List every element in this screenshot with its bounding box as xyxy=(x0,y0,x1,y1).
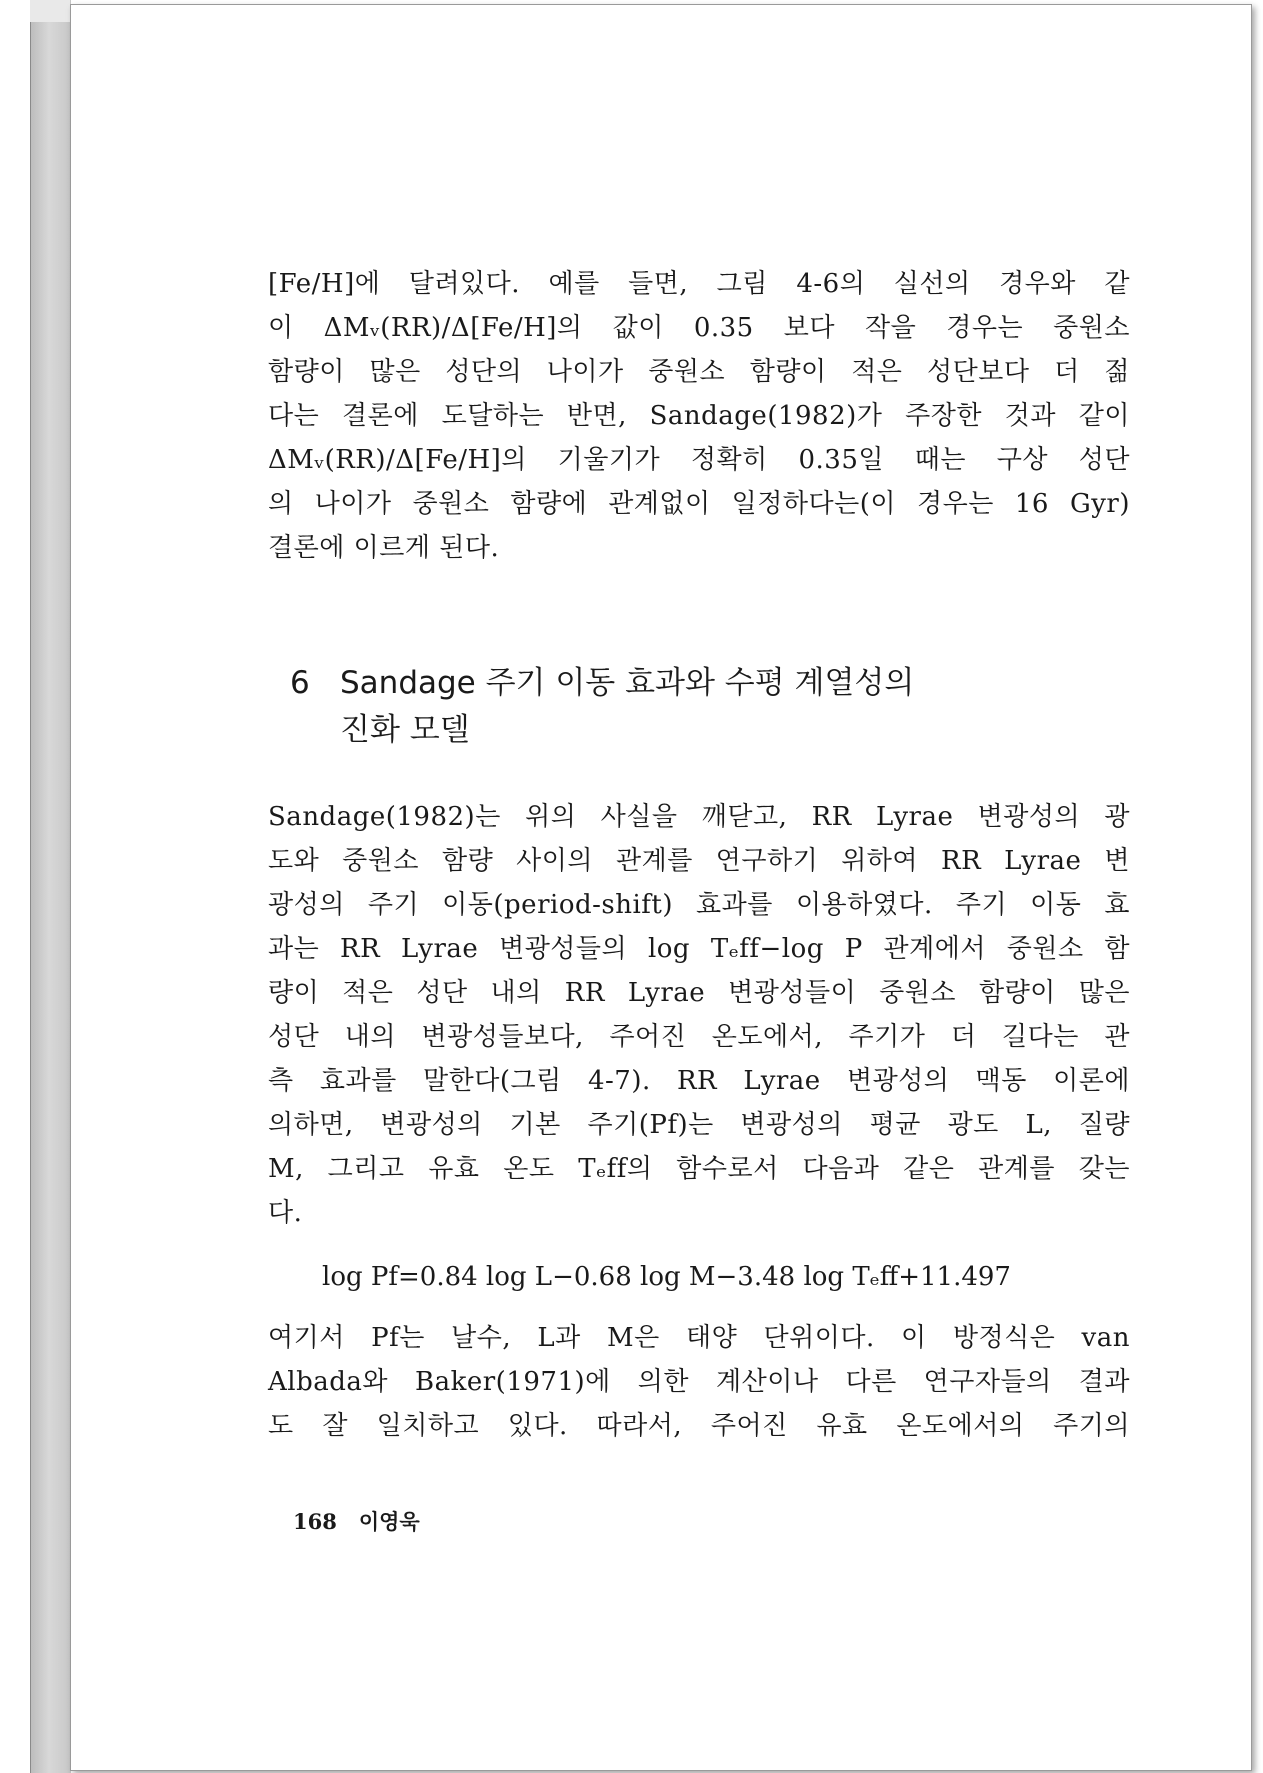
text-line: [Fe/H]에 달려있다. 예를 들면, 그림 4-6의 실선의 경우와 같 xyxy=(268,269,1130,299)
text-line: 이 ΔMᵥ(RR)/Δ[Fe/H]의 값이 0.35 보다 작을 경우는 중원소 xyxy=(268,313,1130,343)
text-line: 측 효과를 말한다(그림 4-7). RR Lyrae 변광성의 맥동 이론에 xyxy=(268,1066,1130,1096)
text-line: 도 잘 일치하고 있다. 따라서, 주어진 유효 온도에서의 주기의 xyxy=(268,1411,1130,1441)
book-spine-top xyxy=(30,0,70,22)
section-title-line2: 진화 모델 xyxy=(340,712,470,748)
page-footer xyxy=(293,1506,442,1536)
text-line: 함량이 많은 성단의 나이가 중원소 함량이 적은 성단보다 더 젊 xyxy=(268,357,1130,387)
text-line: 다는 결론에 도달하는 반면, Sandage(1982)가 주장한 것과 같이 xyxy=(268,401,1130,431)
text-line: 의 나이가 중원소 함량에 관계없이 일정하다는(이 경우는 16 Gyr) xyxy=(268,489,1130,519)
paragraph-3 xyxy=(268,1316,1130,1448)
text-line: 성단 내의 변광성들보다, 주어진 온도에서, 주기가 더 길다는 관 xyxy=(268,1022,1130,1052)
text-line: 광성의 주기 이동(period-shift) 효과를 이용하였다. 주기 이동 효 xyxy=(268,890,1130,920)
text-line: Sandage(1982)는 위의 사실을 깨닫고, RR Lyrae 변광성의 광 xyxy=(268,802,1130,832)
text-line: 도와 중원소 함량 사이의 관계를 연구하기 위하여 RR Lyrae 변 xyxy=(268,846,1130,876)
text-line: ΔMᵥ(RR)/Δ[Fe/H]의 기울기가 정확히 0.35일 때는 구상 성단 xyxy=(268,445,1130,475)
book-spine-edge xyxy=(30,0,71,1773)
section-title-line1: Sandage 주기 이동 효과와 수평 계열성의 xyxy=(340,665,915,701)
section-heading xyxy=(290,660,914,754)
section-number: 6 xyxy=(290,665,310,701)
text-line: Albada와 Baker(1971)에 의한 계산이나 다른 연구자들의 결과 xyxy=(268,1367,1130,1397)
paragraph-2-text xyxy=(268,795,1130,1235)
text-line: 과는 RR Lyrae 변광성들의 log Tₑff−log P 관계에서 중원소 함 xyxy=(268,934,1130,964)
paragraph-3-text xyxy=(268,1316,1130,1448)
page-number: 168 xyxy=(293,1509,337,1534)
author-name: 이영욱 xyxy=(358,1509,420,1534)
text-line: 량이 적은 성단 내의 RR Lyrae 변광성들이 중원소 함량이 많은 xyxy=(268,978,1130,1008)
paragraph-2 xyxy=(268,795,1130,1235)
text-line: 여기서 Pf는 날수, L과 M은 태양 단위이다. 이 방정식은 van xyxy=(268,1323,1130,1353)
text-line: 의하면, 변광성의 기본 주기(Pf)는 변광성의 평균 광도 L, 질량 xyxy=(268,1110,1130,1140)
text-line: 다. xyxy=(268,1198,303,1228)
paragraph-1 xyxy=(268,262,1130,570)
text-line: 결론에 이르게 된다. xyxy=(268,533,500,563)
equation: log Pf=0.84 log L−0.68 log M−3.48 log Tₑff+11.497 xyxy=(322,1262,1011,1292)
paragraph-1-text xyxy=(268,262,1130,570)
text-line: M, 그리고 유효 온도 Tₑff의 함수로서 다음과 같은 관계를 갖는 xyxy=(268,1154,1130,1184)
